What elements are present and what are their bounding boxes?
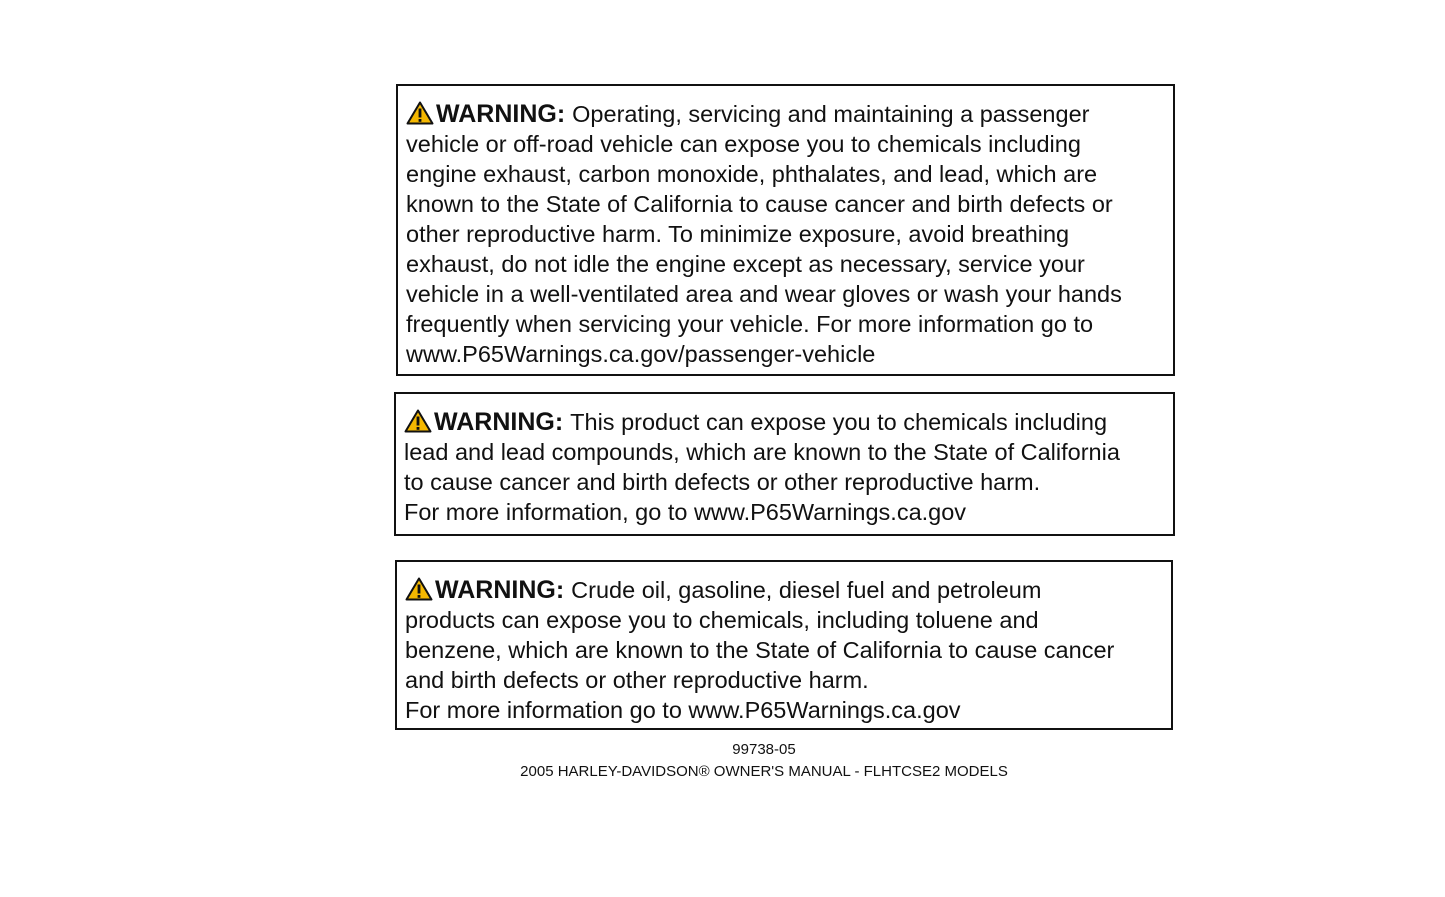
warning-text-line: lead and lead compounds, which are known to the State of California: [404, 439, 1120, 465]
warning-text-line: products can expose you to chemicals, including toluene and: [405, 607, 1039, 633]
warning-header: [404, 406, 1165, 437]
warning-link: For more information, go to www.P65Warnings.ca.gov: [404, 499, 967, 525]
warning-text-line: frequently when servicing your vehicle. For more information go to: [406, 311, 1094, 337]
warning-text-line: Operating, servicing and maintaining a passenger: [572, 101, 1090, 127]
warning-label: WARNING:: [434, 408, 564, 436]
warning-text-line: engine exhaust, carbon monoxide, phthalates, and lead, which are: [406, 161, 1098, 187]
warning-text-line: vehicle or off-road vehicle can expose you to chemicals including: [406, 131, 1081, 157]
warning-label: WARNING:: [435, 576, 565, 604]
warning-label: WARNING:: [436, 100, 566, 128]
warning-text-line: benzene, which are known to the State of California to cause cancer: [405, 637, 1115, 663]
warning-box-lead: [394, 392, 1175, 536]
part-number: 99738-05: [732, 741, 796, 758]
warning-text-line: This product can expose you to chemicals including: [570, 409, 1108, 435]
warning-box-petroleum: [395, 560, 1173, 730]
manual-title: 2005 HARLEY-DAVIDSON® OWNER'S MANUAL - FLHTCSE2 MODELS: [520, 763, 1008, 780]
warning-text-line: and birth defects or other reproductive harm.: [405, 667, 869, 693]
warning-box-exhaust: [396, 84, 1175, 376]
warning-text-line: vehicle in a well-ventilated area and wear gloves or wash your hands: [406, 281, 1122, 307]
warning-triangle-icon: [404, 409, 432, 433]
warning-text-line: to cause cancer and birth defects or other reproductive harm.: [404, 469, 1041, 495]
warning-triangle-icon: [406, 101, 434, 125]
warning-triangle-icon: [405, 577, 433, 601]
warning-header: [405, 574, 1163, 605]
warning-link: www.P65Warnings.ca.gov/passenger-vehicle: [406, 341, 876, 367]
warning-text-line: exhaust, do not idle the engine except as necessary, service your: [406, 251, 1085, 277]
warning-text-line: Crude oil, gasoline, diesel fuel and petroleum: [571, 577, 1042, 603]
warning-text-line: known to the State of California to cause cancer and birth defects or: [406, 191, 1113, 217]
warning-link: For more information go to www.P65Warnings.ca.gov: [405, 697, 961, 723]
warning-text-line: other reproductive harm. To minimize exposure, avoid breathing: [406, 221, 1070, 247]
warning-header: [406, 98, 1165, 129]
